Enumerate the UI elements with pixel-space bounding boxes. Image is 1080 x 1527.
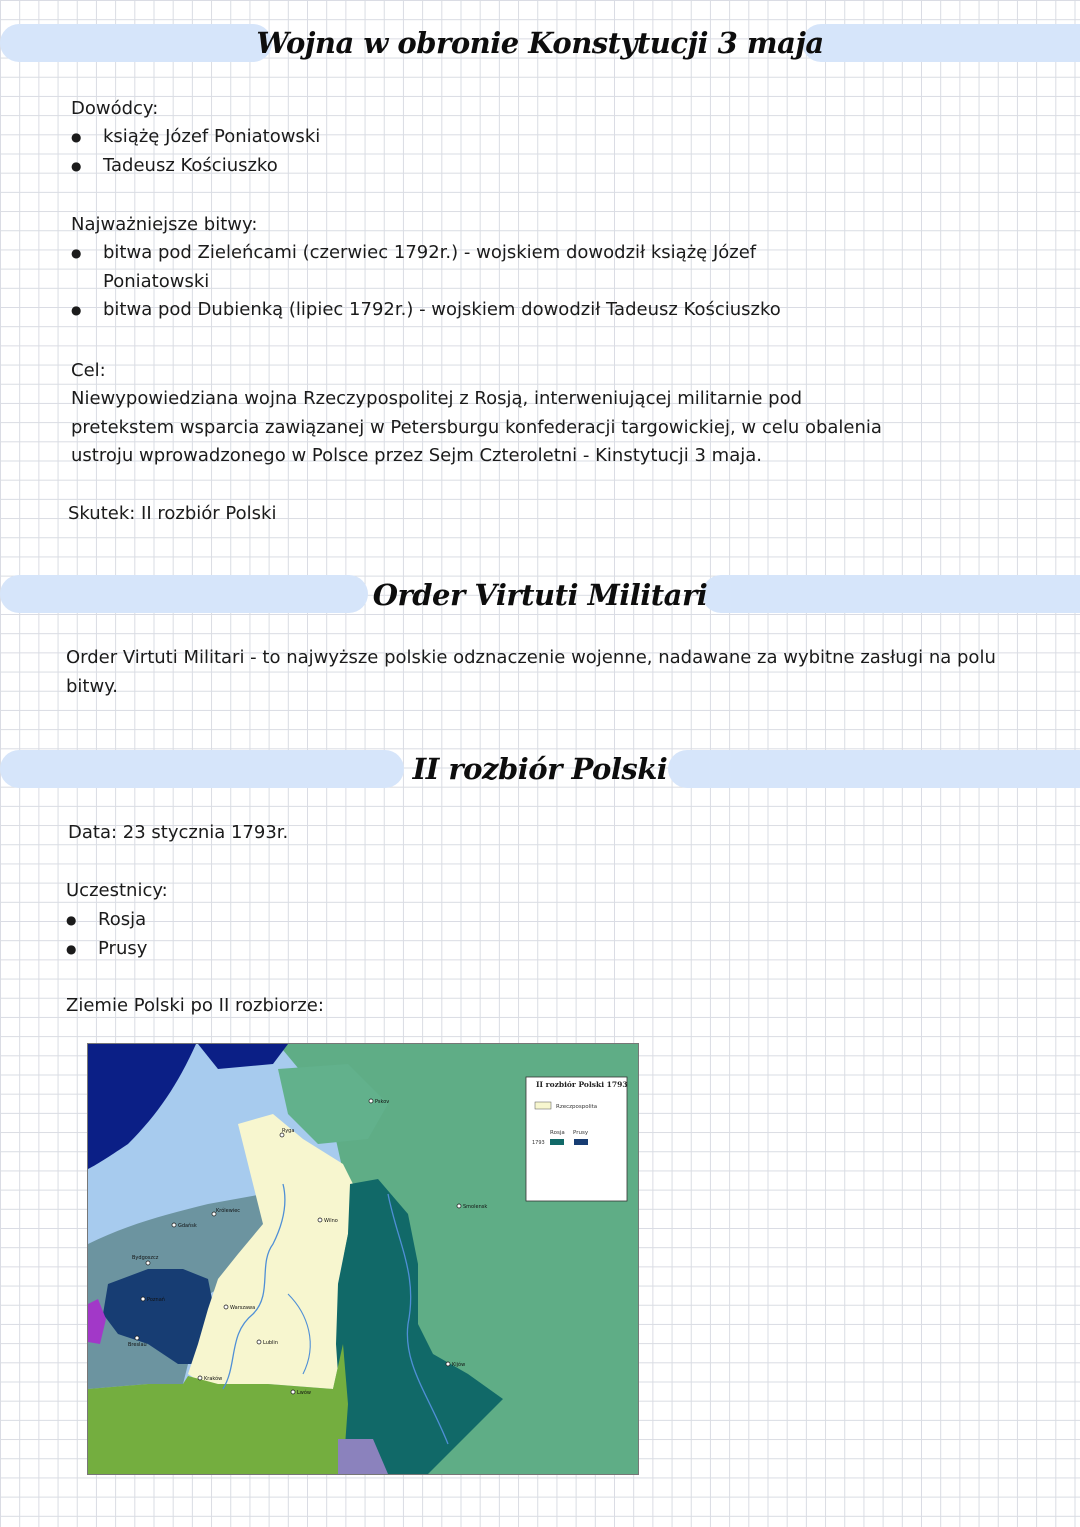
goal-text: Niewypowiedziana wojna Rzeczypospolitej z Rosją, interweniującej militarnie pod pretekstem wsparcia zawiązanej w Petersburgu konfederacji targowickiej, w celu obalenia ustroju wprowadzonego w Polsce przez Sejm Czteroletni - Kinstytucji 3 maja.: [71, 388, 882, 466]
city-dot: [224, 1305, 228, 1309]
city-dot: [457, 1204, 461, 1208]
legend-russia-label: Rosja: [550, 1130, 565, 1136]
city-label: Bydgoszcz: [132, 1255, 159, 1261]
city-label: Smolensk: [463, 1204, 488, 1210]
city-dot: [257, 1340, 261, 1344]
list-item: ● bitwa pod Dubienką (lipiec 1792r.) - wojskiem dowodził Tadeusz Kościuszko: [71, 296, 781, 325]
legend-russia-swatch: [550, 1139, 564, 1145]
participants-label: Uczestnicy:: [66, 880, 168, 901]
legend-prussia-swatch: [574, 1139, 588, 1145]
order-text: Order Virtuti Militari - to najwyższe polskie odznaczenie wojenne, nadawane za wybitne zasługi na polu bitwy.: [66, 647, 996, 697]
legend-title: II rozbiór Polski 1793: [536, 1080, 628, 1089]
legend-year: 1793: [532, 1140, 545, 1146]
city-dot: [369, 1099, 373, 1103]
city-label: Wilno: [324, 1218, 338, 1224]
city-label: Lublin: [263, 1340, 278, 1346]
sweden-region: [88, 1044, 196, 1169]
city-label: Pskov: [375, 1099, 390, 1105]
battles-list: [71, 239, 781, 325]
list-item: ● Rosja: [66, 906, 147, 935]
legend-prussia-label: Prusy: [573, 1130, 589, 1136]
city-dot: [318, 1218, 322, 1222]
partition-map: [87, 1043, 639, 1475]
goal-label: Cel:: [71, 360, 106, 381]
city-dot: [291, 1390, 295, 1394]
city-label: Warszawa: [230, 1305, 256, 1311]
city-dot: [172, 1223, 176, 1227]
city-label: Gdańsk: [178, 1223, 197, 1229]
city-label: Kijów: [452, 1362, 466, 1368]
city-label: Lwów: [297, 1390, 312, 1396]
city-dot: [446, 1362, 450, 1366]
city-label: Królewiec: [216, 1208, 241, 1214]
finland-region: [198, 1044, 288, 1069]
city-label: Kraków: [204, 1376, 223, 1382]
city-dot: [198, 1376, 202, 1380]
section-title-order: Order Virtuti Militari: [372, 578, 708, 612]
list-item: ● książę Józef Poniatowski: [71, 123, 320, 152]
city-dot: [141, 1297, 145, 1301]
list-item: ● Prusy: [66, 935, 147, 964]
battles-label: Najważniejsze bitwy:: [71, 214, 258, 235]
list-item: ● bitwa pod Zieleńcami (czerwiec 1792r.) - wojskiem dowodził książę Józef Poniatowski: [71, 239, 781, 296]
commanders-label: Dowódcy:: [71, 98, 159, 119]
legend-poland-swatch: [535, 1102, 551, 1109]
section-title-war: Wojna w obronie Konstytucji 3 maja: [256, 26, 824, 60]
section-title-partition: II rozbiór Polski: [412, 752, 668, 786]
commanders-list: [71, 123, 320, 180]
list-item: ● Tadeusz Kościuszko: [71, 152, 320, 181]
participants-list: [66, 906, 147, 963]
lands-label: Ziemie Polski po II rozbiorze:: [66, 995, 324, 1016]
partition-map-svg: [88, 1044, 638, 1474]
city-label: Breslau: [128, 1342, 147, 1348]
city-dot: [146, 1261, 150, 1265]
city-label: Poznań: [147, 1297, 165, 1303]
legend-poland-label: Rzeczpospolita: [556, 1104, 598, 1110]
effect-text: Skutek: II rozbiór Polski: [68, 503, 277, 524]
date-text: Data: 23 stycznia 1793r.: [68, 822, 289, 843]
city-dot: [135, 1336, 139, 1340]
city-label: Ryga: [282, 1128, 295, 1134]
